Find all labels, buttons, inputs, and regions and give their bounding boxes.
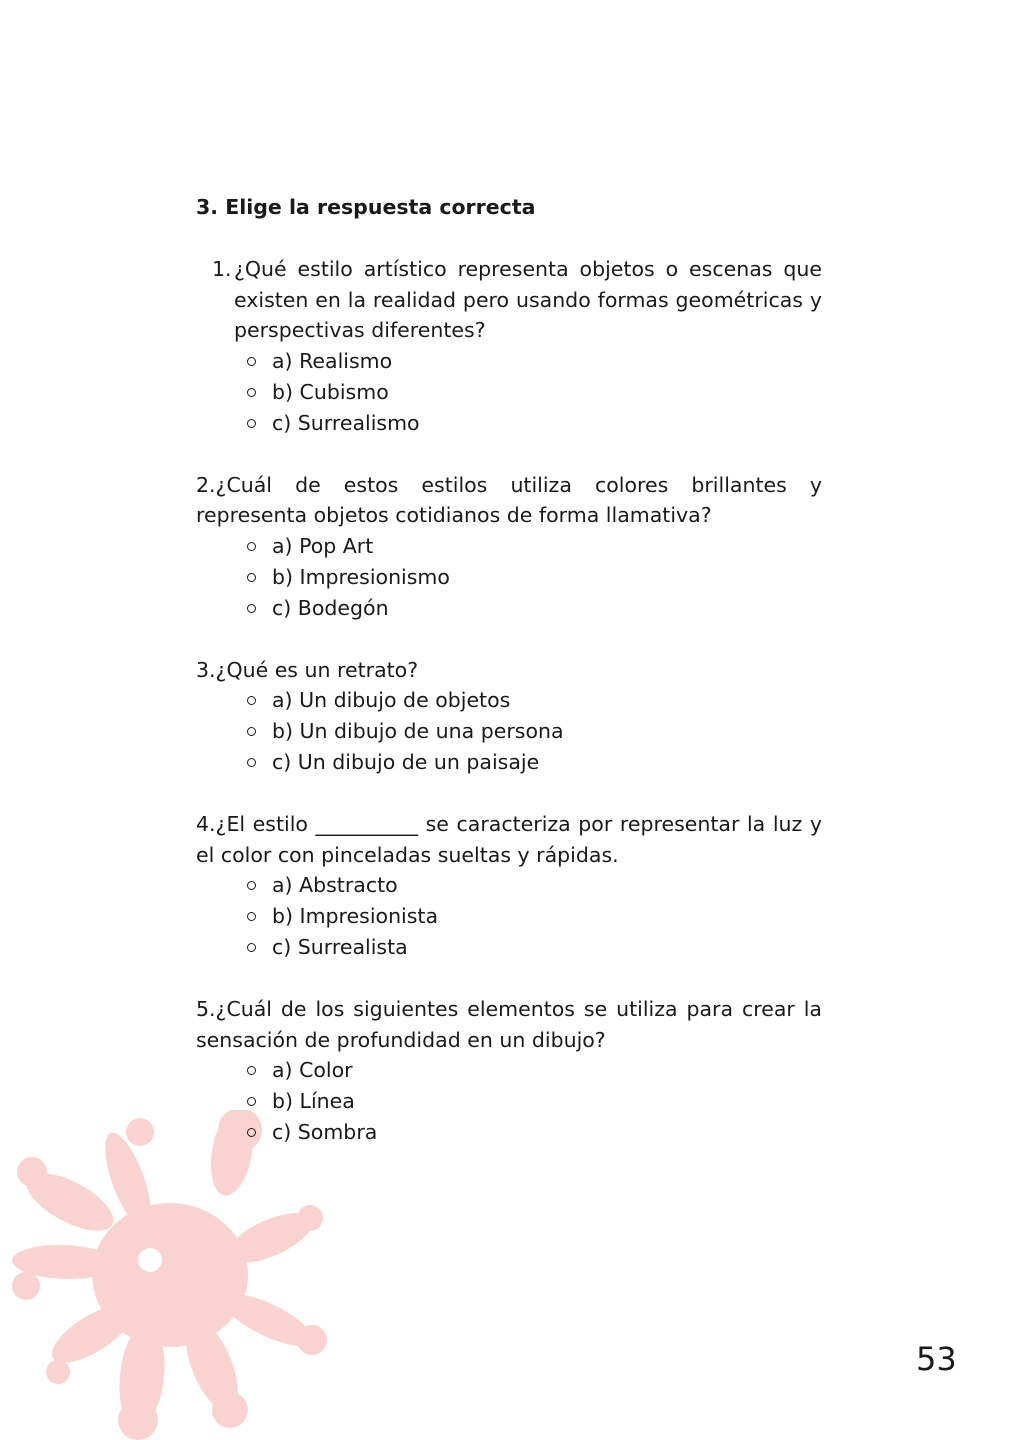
- option-item: [196, 1086, 822, 1117]
- option-label: a) Realismo: [272, 349, 393, 374]
- option-item: [196, 408, 822, 439]
- bullet-circle-icon: [247, 727, 256, 736]
- bullet-circle-icon: [247, 696, 256, 705]
- bullet-circle-icon: [247, 758, 256, 767]
- option-label: c) Un dibujo de un paisaje: [272, 749, 540, 774]
- option-label: a) Un dibujo de objetos: [272, 688, 511, 713]
- option-label: a) Abstracto: [272, 873, 398, 898]
- option-item: [196, 747, 822, 778]
- option-label: a) Pop Art: [272, 534, 374, 559]
- option-item: [196, 562, 822, 593]
- question-4-options: [196, 870, 822, 962]
- bullet-circle-icon: [247, 573, 256, 582]
- bullet-circle-icon: [247, 419, 256, 428]
- question-1-text: ¿Qué estilo artístico representa objetos o escenas que existen en la realidad pero usando formas geométricas y perspectivas diferentes?: [234, 256, 822, 343]
- exercise-heading: 3. Elige la respuesta correcta: [196, 195, 536, 219]
- bullet-circle-icon: [247, 604, 256, 613]
- option-item: [196, 377, 822, 408]
- option-item: [196, 870, 822, 901]
- question-5-options: [196, 1055, 822, 1147]
- option-label: b) Un dibujo de una persona: [272, 719, 564, 744]
- option-label: b) Línea: [272, 1089, 355, 1114]
- bullet-circle-icon: [247, 1066, 256, 1075]
- option-item: [196, 685, 822, 716]
- bullet-circle-icon: [247, 388, 256, 397]
- question-1-number: 1.: [212, 256, 232, 281]
- question-2-text: 2.¿Cuál de estos estilos utiliza colores brillantes y representa objetos cotidianos de forma llamativa?: [196, 472, 822, 528]
- option-item: [196, 1055, 822, 1086]
- option-item: [196, 593, 822, 624]
- option-label: b) Impresionista: [272, 904, 439, 929]
- page-number: 53: [916, 1340, 957, 1378]
- option-item: [196, 932, 822, 963]
- option-item: [196, 531, 822, 562]
- option-label: b) Cubismo: [272, 379, 389, 404]
- question-1-options: [196, 346, 822, 438]
- question-2-options: [196, 531, 822, 623]
- question-3-text: 3.¿Qué es un retrato?: [196, 657, 419, 682]
- question-1: [196, 254, 822, 346]
- option-item: [196, 1117, 822, 1148]
- option-label: c) Bodegón: [272, 595, 389, 620]
- option-label: a) Color: [272, 1058, 353, 1083]
- option-label: c) Sombra: [272, 1119, 378, 1144]
- question-4-text: 4.¿El estilo __________ se caracteriza por representar la luz y el color con pinceladas sueltas y rápidas.: [196, 811, 822, 867]
- option-item: [196, 901, 822, 932]
- bullet-circle-icon: [247, 881, 256, 890]
- option-item: [196, 716, 822, 747]
- option-item: [196, 346, 822, 377]
- option-label: b) Impresionismo: [272, 564, 450, 589]
- option-label: c) Surrealismo: [272, 410, 420, 435]
- bullet-circle-icon: [247, 542, 256, 551]
- bullet-circle-icon: [247, 912, 256, 921]
- bullet-circle-icon: [247, 943, 256, 952]
- bullet-circle-icon: [247, 357, 256, 366]
- question-5-text: 5.¿Cuál de los siguientes elementos se utiliza para crear la sensación de profundidad en un dibujo?: [196, 996, 822, 1052]
- question-3-options: [196, 685, 822, 777]
- option-label: c) Surrealista: [272, 934, 408, 959]
- bullet-circle-icon: [247, 1097, 256, 1106]
- bullet-circle-icon: [247, 1128, 256, 1137]
- exercise-section: [196, 192, 822, 1179]
